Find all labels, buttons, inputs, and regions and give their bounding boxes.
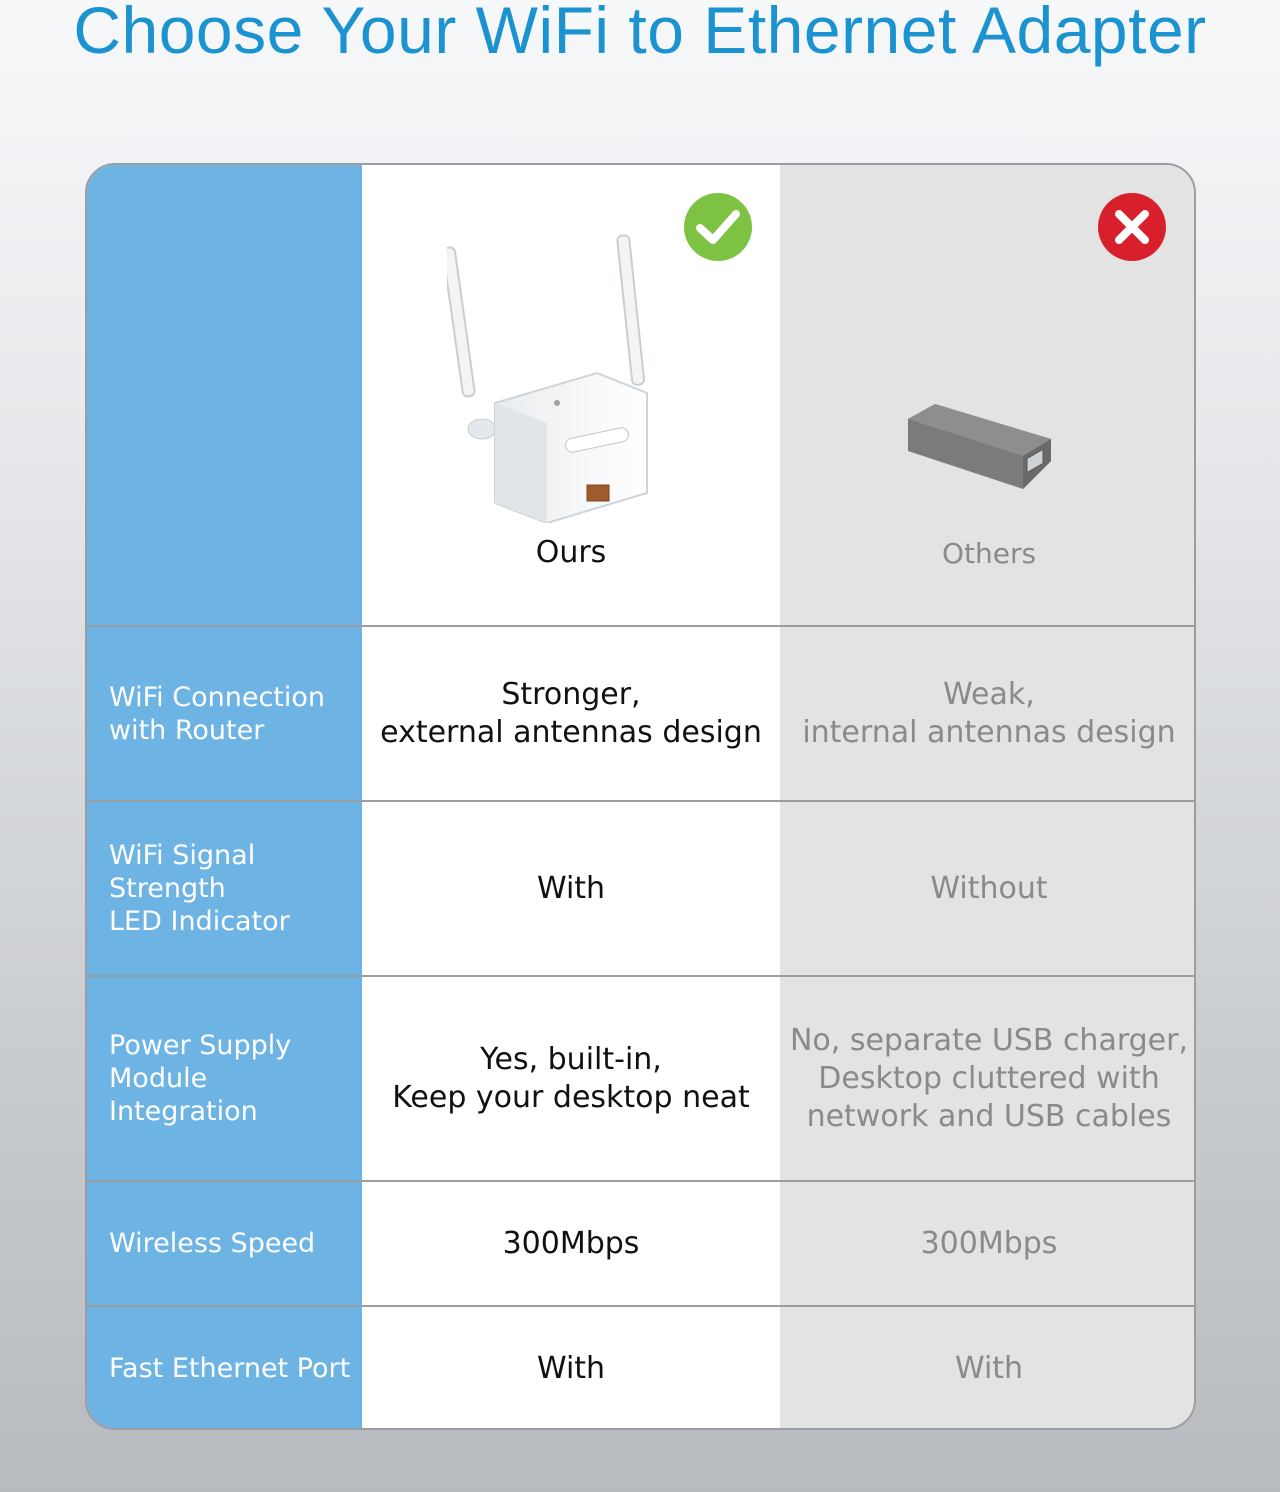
ours-wireless-speed: 300Mbps (502, 1225, 640, 1261)
others-led-indicator: Without (930, 870, 1048, 906)
x-icon (1097, 192, 1167, 262)
others-power-supply: No, separate USB charger, Desktop cluttered with network and USB cables (789, 1022, 1189, 1134)
row-label-led-indicator: WiFi Signal Strength LED Indicator (109, 840, 290, 937)
ours-led-indicator: With (536, 870, 606, 906)
ours-column-title: Ours (535, 535, 607, 570)
check-icon (683, 192, 753, 262)
others-wifi-connection: Weak, internal antennas design (802, 676, 1176, 750)
row-label-wifi-connection: WiFi Connection with Router (109, 681, 326, 746)
ours-wifi-connection: Stronger, external antennas design (380, 676, 762, 750)
row-label-wireless-speed: Wireless Speed (109, 1228, 316, 1259)
router-icon (447, 233, 657, 523)
others-wireless-speed: 300Mbps (920, 1225, 1058, 1261)
ours-power-supply: Yes, built-in, Keep your desktop neat (392, 1041, 750, 1115)
row-label-power-supply: Power Supply Module Integration (109, 1030, 292, 1127)
others-column-title: Others (941, 537, 1037, 570)
ours-ethernet-port: With (536, 1350, 606, 1386)
row-label-ethernet-port: Fast Ethernet Port (109, 1353, 351, 1384)
dongle-icon (905, 401, 1055, 491)
others-ethernet-port: With (954, 1350, 1024, 1386)
page-title: Choose Your WiFi to Ethernet Adapter (73, 0, 1207, 67)
comparison-table (85, 163, 1196, 1430)
